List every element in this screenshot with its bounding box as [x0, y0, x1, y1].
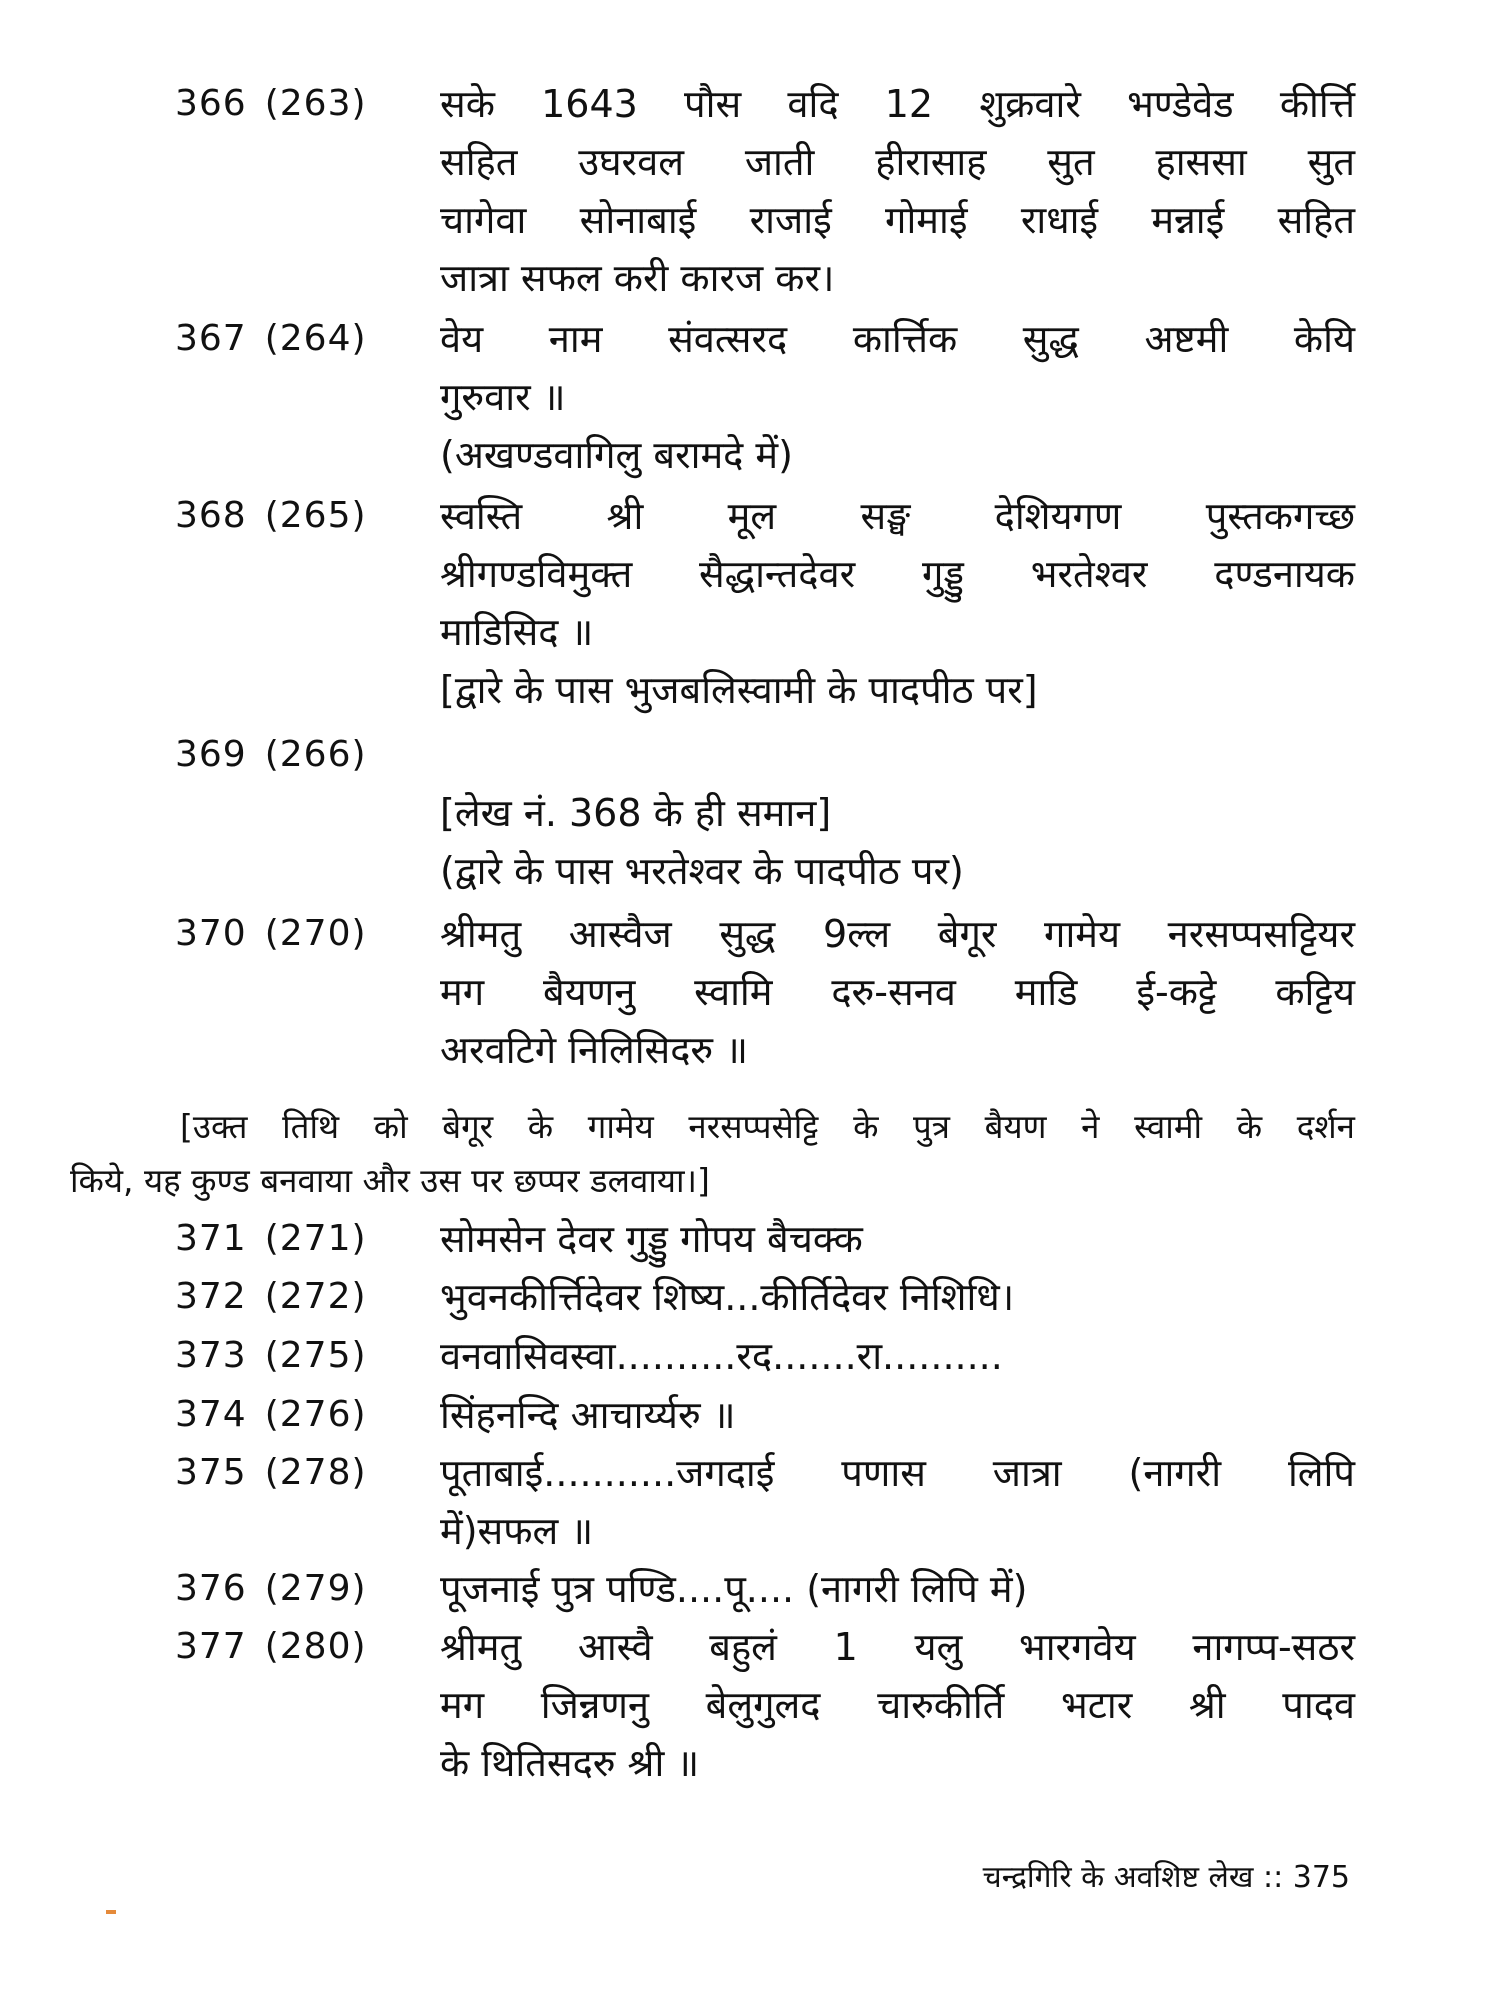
entry-line: मग बैयणनु स्वामि दरु-सनव माडि ई-कट्टे कट्टिय [440, 970, 1355, 1014]
entry-line: जात्रा सफल करी कारज कर। [440, 256, 835, 300]
entry-number: 373 [175, 1335, 247, 1376]
entry-old-number: (270) [264, 913, 367, 954]
entry-line: भुवनकीर्त्तिदेवर शिष्य...कीर्तिदेवर निशिधि। [440, 1275, 1015, 1319]
entry-number: 371 [175, 1218, 247, 1259]
inscription-entry [175, 1268, 1355, 1326]
inscription-entry [175, 905, 1355, 1079]
entry-old-number: (264) [264, 318, 367, 359]
entry-line: [लेख नं. 368 के ही समान] [440, 791, 832, 835]
footer-separator: :: [1262, 1860, 1284, 1895]
entry-line: सिंहनन्दि आचार्य्यरु ॥ [440, 1393, 736, 1437]
entry-old-number: (265) [264, 495, 367, 536]
entry-old-number: (266) [264, 734, 367, 775]
entry-line: [द्वारे के पास भुजबलिस्वामी के पादपीठ पर] [440, 668, 1038, 712]
entry-old-number: (278) [264, 1452, 367, 1493]
entry-old-number: (279) [264, 1568, 367, 1609]
entry-number: 376 [175, 1568, 247, 1609]
entry-line: के थितिसदरु श्री ॥ [440, 1741, 700, 1785]
entry-line: सके 1643 पौस वदि 12 शुक्रवारे भण्डेवेड कीर्त्ति [440, 82, 1355, 126]
entry-line: पूजनाई पुत्र पण्डि....पू.... (नागरी लिपि में) [440, 1567, 1028, 1611]
entry-old-number: (276) [264, 1394, 367, 1435]
entry-line: माडिसिद ॥ [440, 610, 594, 654]
inscription-entry [175, 1386, 1355, 1444]
entry-line: श्रीमतु आस्वै बहुलं 1 यलु भारगवेय नागप्प-सठर [440, 1625, 1355, 1669]
entry-number: 367 [175, 318, 247, 359]
entry-old-number: (275) [264, 1335, 367, 1376]
ink-mark [106, 1910, 116, 1914]
inscription-entry [175, 1444, 1355, 1560]
entry-number: 366 [175, 83, 247, 124]
inscription-entry [175, 75, 1355, 307]
inscription-entry [175, 1327, 1355, 1385]
entry-line: स्वस्ति श्री मूल सङ्घ देशियगण पुस्तकगच्छ [440, 494, 1355, 538]
entry-line: श्रीमतु आस्वैज सुद्ध 9ल्ल बेगूर गामेय नरसप्पसट्टियर [440, 912, 1355, 956]
entry-number: 374 [175, 1394, 247, 1435]
inscription-entry [175, 726, 1355, 900]
entry-line: अरवटिगे निलिसिदरु ॥ [440, 1028, 748, 1072]
entry-line [440, 726, 1355, 784]
entry-old-number: (272) [264, 1276, 367, 1317]
editor-note [70, 1100, 1355, 1208]
editor-note-line: [उक्त तिथि को बेगूर के गामेय नरसप्पसेट्टि के पुत्र बैयण ने स्वामी के दर्शन [180, 1107, 1355, 1146]
page-footer [983, 1855, 1350, 1896]
entry-line: वनवासिवस्वा..........रद.......रा.......... [440, 1334, 1003, 1378]
inscription-entry [175, 487, 1355, 719]
inscription-entry [175, 1618, 1355, 1792]
running-title: चन्द्रगिरि के अवशिष्ट लेख [982, 1860, 1254, 1895]
entry-old-number: (263) [264, 83, 367, 124]
entry-line: पूताबाई...........जगदाई पणास जात्रा (नागरी लिपि [440, 1451, 1355, 1495]
entry-line: वेय नाम संवत्सरद कार्त्तिक सुद्ध अष्टमी केयि [440, 317, 1355, 361]
entry-line: सहित उघरवल जाती हीरासाह सुत हाससा सुत [440, 140, 1355, 184]
entry-line: गुरुवार ॥ [440, 375, 566, 419]
editor-note-line: किये, यह कुण्ड बनवाया और उस पर छप्पर डलवाया।] [70, 1161, 710, 1200]
inscription-entry [175, 1210, 1355, 1268]
inscription-entry [175, 1560, 1355, 1618]
entry-old-number: (280) [264, 1626, 367, 1667]
entry-line: चागेवा सोनाबाई राजाई गोमाई राधाई मन्नाई सहित [440, 198, 1355, 242]
entry-line: (द्वारे के पास भरतेश्वर के पादपीठ पर) [440, 849, 964, 893]
entry-line: मग जिन्नणनु बेलुगुलद चारुकीर्ति भटार श्री पादव [440, 1683, 1355, 1727]
entry-line: सोमसेन देवर गुड्डु गोपय बैचक्क [440, 1217, 863, 1261]
page-number: 375 [1292, 1860, 1350, 1895]
entry-number: 377 [175, 1626, 247, 1667]
entry-number: 368 [175, 495, 247, 536]
entry-line: में)सफल ॥ [440, 1509, 594, 1553]
inscription-entry [175, 310, 1355, 484]
entry-line: (अखण्डवागिलु बरामदे में) [440, 433, 793, 477]
entry-number: 370 [175, 913, 247, 954]
entry-number: 372 [175, 1276, 247, 1317]
entry-line: श्रीगण्डविमुक्त सैद्धान्तदेवर गुड्डु भरतेश्वर दण्डनायक [440, 552, 1355, 596]
entry-old-number: (271) [264, 1218, 367, 1259]
entry-number: 369 [175, 734, 247, 775]
entry-number: 375 [175, 1452, 247, 1493]
